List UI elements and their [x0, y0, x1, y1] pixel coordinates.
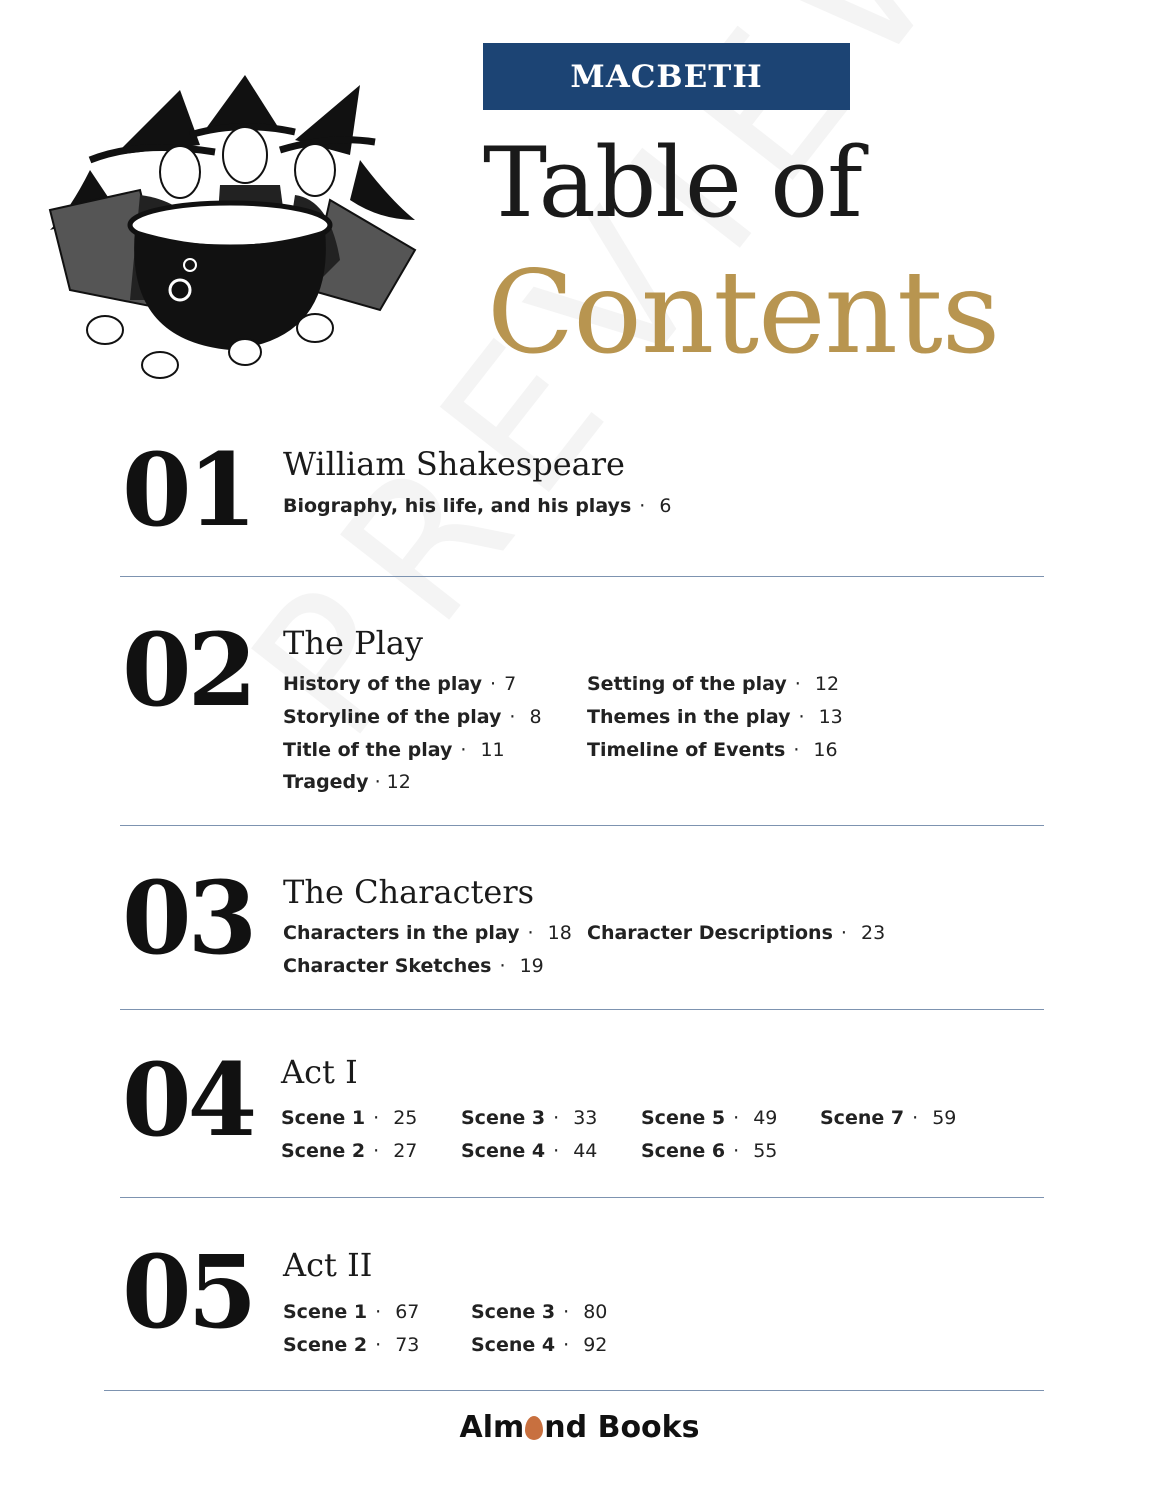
section-title: The Play [283, 624, 423, 662]
section-title: The Characters [283, 873, 535, 911]
toc-entry[interactable]: Tragedy · 12 [283, 771, 411, 793]
toc-entry[interactable]: Themes in the play · 13 [587, 706, 843, 728]
divider [120, 1197, 1044, 1198]
toc-entry[interactable]: Scene 2 · 73 [283, 1334, 420, 1356]
section-number: 05 [122, 1233, 254, 1351]
page-title-line2: Contents [487, 246, 1000, 379]
toc-entry[interactable]: Timeline of Events · 16 [587, 739, 838, 761]
divider [120, 1009, 1044, 1010]
toc-entry[interactable]: Scene 1 · 25 [281, 1107, 418, 1129]
toc-entry[interactable]: Scene 4 · 92 [471, 1334, 608, 1356]
toc-entry[interactable]: Biography, his life, and his plays · 6 [283, 495, 672, 517]
toc-entry[interactable]: Setting of the play · 12 [587, 673, 840, 695]
section-title: William Shakespeare [283, 445, 625, 483]
publisher-logo: Alm nd Books [459, 1410, 700, 1445]
divider [104, 1390, 1044, 1391]
section-number: 01 [122, 431, 254, 549]
toc-entry[interactable]: Scene 1 · 67 [283, 1301, 420, 1323]
book-title-banner: MACBETH [483, 43, 850, 110]
toc-entry[interactable]: Scene 3 · 80 [471, 1301, 608, 1323]
toc-entry[interactable]: History of the play · 7 [283, 673, 517, 695]
section-title: Act II [283, 1246, 373, 1284]
toc-entry[interactable]: Scene 4 · 44 [461, 1140, 598, 1162]
toc-entry[interactable]: Character Descriptions · 23 [587, 922, 886, 944]
toc-entry[interactable]: Title of the play · 11 [283, 739, 505, 761]
almond-icon [525, 1416, 543, 1440]
section-title: Act I [281, 1053, 358, 1091]
toc-entry[interactable]: Scene 3 · 33 [461, 1107, 598, 1129]
toc-entry[interactable]: Scene 6 · 55 [641, 1140, 778, 1162]
page-title-line1: Table of [483, 127, 862, 239]
toc-entry[interactable]: Character Sketches · 19 [283, 955, 544, 977]
toc-entry[interactable]: Scene 2 · 27 [281, 1140, 418, 1162]
toc-entry[interactable]: Storyline of the play · 8 [283, 706, 542, 728]
section-number: 03 [122, 859, 254, 977]
section-number: 04 [122, 1041, 254, 1159]
divider [120, 825, 1044, 826]
divider [120, 576, 1044, 577]
witches-cauldron-illustration [30, 60, 420, 380]
toc-entry[interactable]: Scene 5 · 49 [641, 1107, 778, 1129]
toc-entry[interactable]: Characters in the play · 18 [283, 922, 572, 944]
section-number: 02 [122, 611, 254, 729]
toc-entry[interactable]: Scene 7 · 59 [820, 1107, 957, 1129]
